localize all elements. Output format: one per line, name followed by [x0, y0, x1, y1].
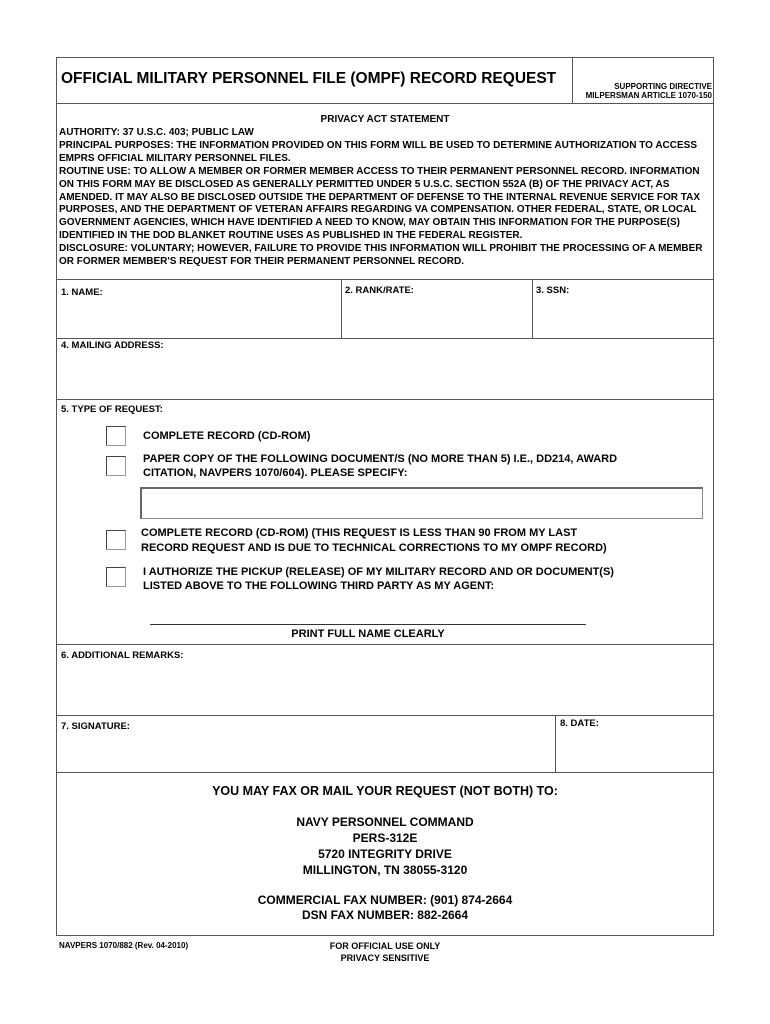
signature-date-divider [555, 715, 556, 772]
address-line-3: 5720 INTEGRITY DRIVE [318, 847, 452, 861]
privacy-line: AMENDED. IT MAY ALSO BE DISCLOSED OUTSIDE THE DEPARTMENT OF DEFENSE TO THE INTERNAL REVENUE SERVICE FOR TAX [59, 191, 700, 203]
print-full-name-label: PRINT FULL NAME CLEARLY [291, 628, 445, 640]
agent-name-field[interactable] [150, 604, 586, 624]
privacy-text [59, 127, 719, 269]
type-bottom-line [56, 644, 714, 645]
signature-bottom-line [56, 772, 714, 773]
cdrom-correction-label-line2: RECORD REQUEST AND IS DUE TO TECHNICAL CORRECTIONS TO MY OMPF RECORD) [141, 542, 607, 554]
dsn-fax-number: DSN FAX NUMBER: 882-2664 [301, 908, 469, 922]
mailing-address-field[interactable] [58, 354, 712, 398]
rank-label: 2. RANK/RATE: [345, 285, 414, 296]
privacy-line: EMPRS OFFICIAL MILITARY PERSONNEL FILES. [59, 152, 291, 164]
cdrom-correction-checkbox[interactable] [106, 530, 126, 550]
privacy-line: GOVERNMENT AGENCIES, WHICH HAVE IDENTIFIED A NEED TO KNOW, MAY OBTAIN THIS INFORMATION FOR THE PURPOSE(S) [59, 217, 680, 229]
signature-field[interactable] [58, 734, 552, 770]
name-label: 1. NAME: [61, 287, 103, 298]
remarks-bottom-line [56, 715, 714, 716]
address-line-1: NAVY PERSONNEL COMMAND [296, 815, 474, 829]
privacy-line: DISCLOSURE: VOLUNTARY; HOWEVER, FAILURE TO PROVIDE THIS INFORMATION WILL PROHIBIT THE PROCESSING OF A MEMBER [59, 243, 703, 255]
additional-remarks-field[interactable] [58, 664, 712, 714]
paper-copy-label-line2: CITATION, NAVPERS 1070/604). PLEASE SPECIFY: [143, 467, 408, 479]
complete-record-label: COMPLETE RECORD (CD-ROM) [143, 430, 311, 442]
complete-record-checkbox[interactable] [106, 426, 126, 446]
privacy-line: ROUTINE USE: TO ALLOW A MEMBER OR FORMER MEMBER ACCESS TO THEIR PERMANENT PERSONNEL RECORD. INFORMATION [59, 165, 700, 177]
header-bottom-line [56, 103, 714, 104]
mailing-address-label: 4. MAILING ADDRESS: [61, 340, 164, 351]
authorize-pickup-label-line2: LISTED ABOVE TO THE FOLLOWING THIRD PARTY AS MY AGENT: [143, 580, 495, 592]
date-field[interactable] [558, 732, 711, 770]
address-line-2: PERS-312E [352, 831, 418, 845]
milpersman-article: MILPERSMAN ARTICLE 1070-150 [585, 91, 712, 100]
ssn-label: 3. SSN: [536, 285, 570, 296]
type-of-request-label: 5. TYPE OF REQUEST: [61, 404, 163, 415]
privacy-line: ON THIS FORM MAY BE DISCLOSED AS GENERALLY PERMITTED UNDER 5 U.S.C. SECTION 552A (B) OF THE PRIVACY ACT, AS [59, 178, 670, 190]
commercial-fax-number: COMMERCIAL FAX NUMBER: (901) 874-2664 [257, 893, 513, 907]
date-label: 8. DATE: [560, 718, 599, 729]
row1-bottom-line [56, 338, 714, 339]
privacy-line: PURPOSES, AND THE DEPARTMENT OF VETERAN AFFAIRS REGARDING VA COMPENSATION. OTHER FEDERAL, STATE, OR LOCAL [59, 204, 697, 216]
name-rank-divider [341, 279, 342, 338]
authorize-pickup-checkbox[interactable] [106, 567, 126, 587]
name-field[interactable] [58, 300, 338, 336]
specify-documents-input[interactable] [140, 487, 703, 519]
privacy-sensitive: PRIVACY SENSITIVE [340, 953, 430, 963]
additional-remarks-label: 6. ADDITIONAL REMARKS: [61, 650, 184, 661]
address-line-4: MILLINGTON, TN 38055-3120 [302, 863, 468, 877]
privacy-line: OR FORMER MEMBER'S REQUEST FOR THEIR PERMANENT PERSONNEL RECORD. [59, 256, 464, 268]
form-title: OFFICIAL MILITARY PERSONNEL FILE (OMPF) RECORD REQUEST [61, 70, 557, 87]
supporting-directive: SUPPORTING DIRECTIVE [614, 82, 712, 91]
form-number: NAVPERS 1070/882 (Rev. 04-2010) [59, 941, 189, 950]
agent-name-line [150, 624, 586, 625]
privacy-bottom-line [56, 279, 714, 280]
privacy-line: IDENTIFIED IN THE DOD BLANKET ROUTINE USES AS PUBLISHED IN THE FEDERAL REGISTER. [59, 230, 523, 242]
privacy-heading: PRIVACY ACT STATEMENT [320, 114, 450, 125]
header-divider [572, 57, 573, 103]
fax-or-mail-heading: YOU MAY FAX OR MAIL YOUR REQUEST (NOT BOTH) TO: [212, 784, 558, 798]
signature-label: 7. SIGNATURE: [61, 721, 130, 732]
authorize-pickup-label-line1: I AUTHORIZE THE PICKUP (RELEASE) OF MY MILITARY RECORD AND OR DOCUMENT(S) [143, 566, 614, 578]
privacy-line: PRINCIPAL PURPOSES: THE INFORMATION PROVIDED ON THIS FORM WILL BE USED TO DETERMINE AUTHORIZATION TO ACCESS [59, 139, 697, 151]
rank-ssn-divider [532, 279, 533, 338]
paper-copy-checkbox[interactable] [106, 456, 126, 476]
mailing-bottom-line [56, 399, 714, 400]
privacy-line: AUTHORITY: 37 U.S.C. 403; PUBLIC LAW [59, 127, 254, 138]
ssn-field[interactable] [535, 300, 711, 336]
for-official-use-only: FOR OFFICIAL USE ONLY [329, 941, 441, 951]
cdrom-correction-label-line1: COMPLETE RECORD (CD-ROM) (THIS REQUEST IS LESS THAN 90 FROM MY LAST [141, 527, 578, 539]
paper-copy-label-line1: PAPER COPY OF THE FOLLOWING DOCUMENT/S (NO MORE THAN 5) I.E., DD214, AWARD [143, 453, 618, 465]
rank-field[interactable] [344, 300, 528, 336]
